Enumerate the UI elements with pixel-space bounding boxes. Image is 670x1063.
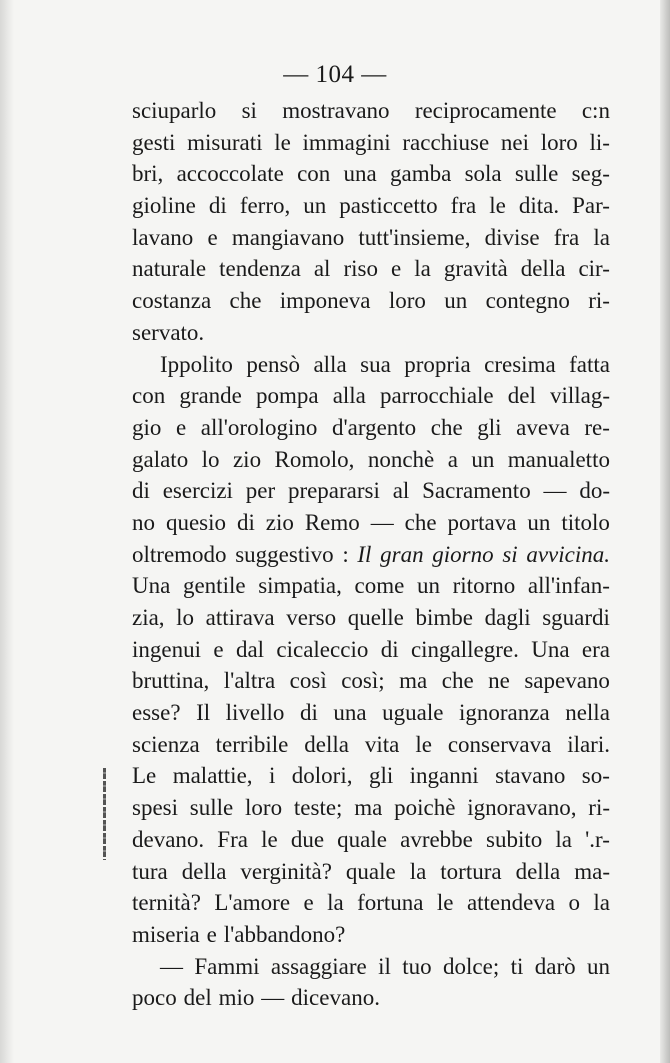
text-line: — Fammi assaggiare il tuo dolce; ti darò un xyxy=(160,953,610,979)
text-line: miseria e l'abbandono? xyxy=(132,921,346,947)
body-text xyxy=(132,95,610,1014)
text-line: galato lo zio Romolo, nonchè a un manualetto xyxy=(132,446,610,472)
text-line: con grande pompa alla parrocchiale del villag- xyxy=(132,383,610,409)
text-line: lavano e mangiavano tutt'insieme, divise fra la xyxy=(132,224,610,250)
text-line: Una gentile simpatia, come un ritorno all'infan- xyxy=(132,573,610,599)
text-line: zia, lo attirava verso quelle bimbe dagli sguardi xyxy=(132,605,610,630)
text-line: ingenui e dal cicaleccio di cingallegre. Una era xyxy=(132,636,610,662)
text-line: poco del mio — dicevano. xyxy=(132,985,380,1011)
text-line: gio e all'orologino d'argento che gli aveva re- xyxy=(132,414,610,440)
margin-pencil-mark xyxy=(103,768,106,860)
text-line: devano. Fra le due quale avrebbe subito la '.r- xyxy=(132,826,610,852)
text-line: oltremodo suggestivo : Il gran giorno si avvicina. xyxy=(132,541,610,567)
page-gutter-shadow xyxy=(0,0,14,1063)
text-line: sciuparlo si mostravano reciprocamente c:n xyxy=(132,98,610,123)
text-line: scienza terribile della vita le conservava ilari. xyxy=(132,731,610,757)
page-edge xyxy=(660,0,670,1063)
text-line: di esercizi per prepararsi al Sacramento — do- xyxy=(132,478,610,504)
text-line: servato. xyxy=(132,319,205,345)
text-line: no quesio di zio Remo — che portava un titolo xyxy=(132,509,610,535)
text-line: esse? Il livello di una uguale ignoranza nella xyxy=(132,700,610,726)
text-line: tura della verginità? quale la tortura della ma- xyxy=(132,858,610,884)
text-line: ternità? L'amore e la fortuna le attendeva o la xyxy=(132,890,610,916)
text-line: gesti misurati le immagini racchiuse nei loro li- xyxy=(132,129,610,155)
text-line: Le malattie, i dolori, gli inganni stavano so- xyxy=(132,763,610,789)
text-line: bruttina, l'altra così così; ma che ne sapevano xyxy=(132,668,610,694)
text-line: naturale tendenza al riso e la gravità della cir- xyxy=(132,256,610,282)
text-line: spesi sulle loro teste; ma poichè ignoravano, ri- xyxy=(132,795,610,821)
text-line: costanza che imponeva loro un contegno ri- xyxy=(132,288,610,314)
text-line: Ippolito pensò alla sua propria cresima fatta xyxy=(160,351,610,377)
text-line: gioline di ferro, un pasticcetto fra le dita. Par- xyxy=(132,193,610,219)
page-number: — 104 — xyxy=(283,61,387,88)
text-line: bri, accoccolate con una gamba sola sulle seg- xyxy=(132,161,610,187)
